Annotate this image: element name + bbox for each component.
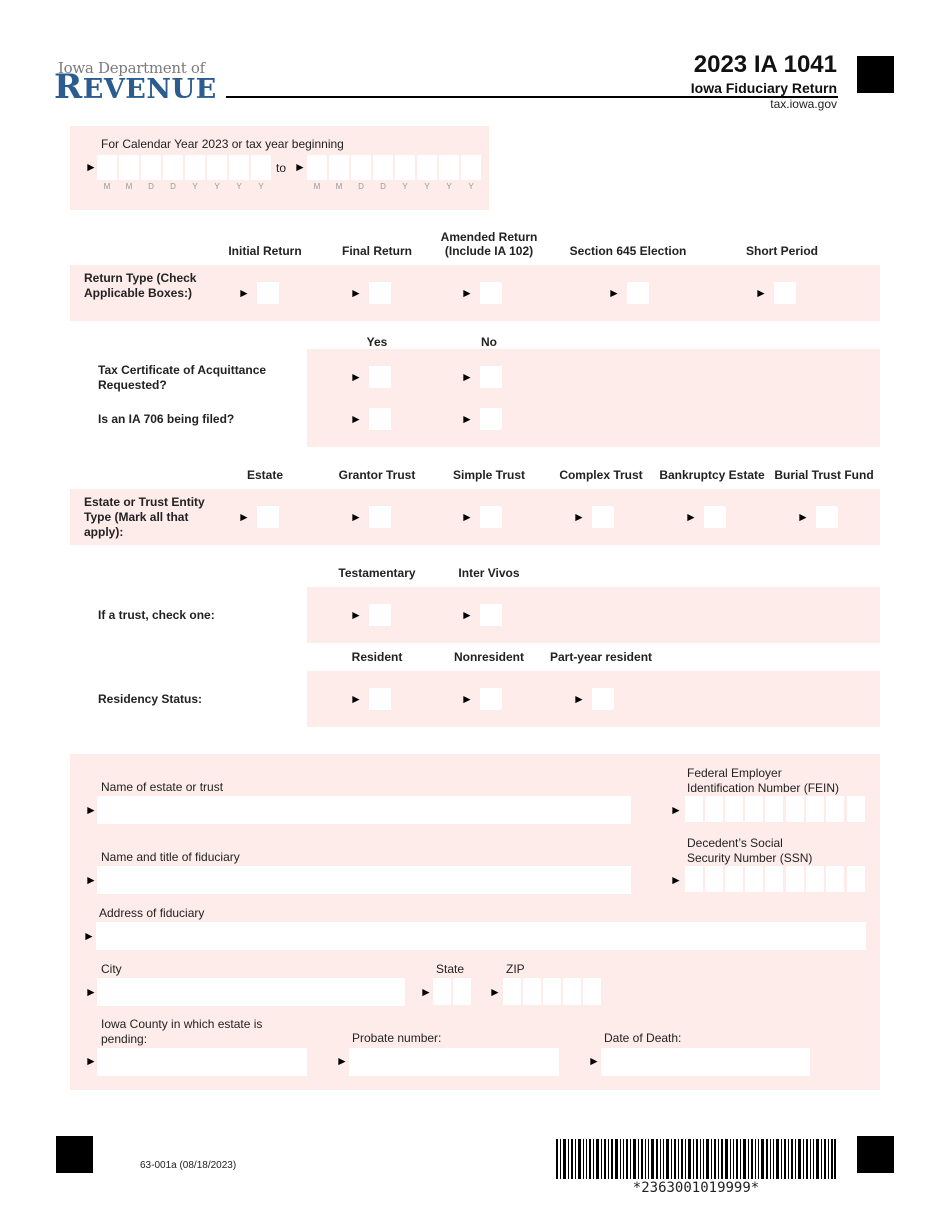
- testamentary-checkbox[interactable]: [369, 604, 391, 626]
- residency-header: Resident: [351, 650, 403, 664]
- no-header: No: [481, 335, 497, 349]
- date-placeholder: M: [103, 182, 111, 191]
- ssn-digit-box[interactable]: [786, 866, 804, 892]
- date-digit-box[interactable]: [97, 155, 117, 180]
- complex-trust-checkbox[interactable]: [592, 506, 614, 528]
- entity-type-header: Burial Trust Fund: [774, 468, 874, 482]
- entity-type-header: Estate: [246, 468, 284, 482]
- fein-digit-box[interactable]: [705, 796, 723, 822]
- arrow-icon: ►: [420, 985, 432, 999]
- arrow-icon: ►: [336, 1054, 348, 1068]
- return-type-header: Short Period: [745, 244, 818, 258]
- trust-type-header: Testamentary: [338, 566, 416, 580]
- arrow-icon: ►: [685, 510, 697, 524]
- burial-trust-fund-checkbox[interactable]: [816, 506, 838, 528]
- date-placeholder: Y: [192, 182, 198, 191]
- city-input[interactable]: [97, 978, 405, 1006]
- estate-name-input[interactable]: [97, 796, 631, 824]
- arrow-icon: ►: [461, 370, 473, 384]
- ia706-question: Is an IA 706 being filed?: [98, 412, 235, 426]
- entity-type-header: Bankruptcy Estate: [659, 468, 765, 482]
- final-return-checkbox[interactable]: [369, 282, 391, 304]
- acquittance-question: Tax Certificate of Acquittance Requested?: [98, 363, 267, 392]
- date-digit-box[interactable]: [373, 155, 393, 180]
- return-type-header: Initial Return: [228, 244, 302, 258]
- death-date-label: Date of Death:: [604, 1031, 682, 1045]
- arrow-icon: ►: [350, 692, 362, 706]
- fein-digit-box[interactable]: [826, 796, 844, 822]
- entity-type-label: Estate or Trust Entity Type (Mark all that apply):: [84, 495, 205, 539]
- registration-mark-bottom-left: [56, 1136, 93, 1173]
- date-digit-box[interactable]: [439, 155, 459, 180]
- arrow-icon: ►: [85, 873, 97, 887]
- yes-header: Yes: [366, 335, 388, 349]
- ssn-digit-box[interactable]: [685, 866, 703, 892]
- date-placeholder: D: [170, 182, 176, 191]
- date-placeholder: Y: [236, 182, 242, 191]
- inter-vivos-checkbox[interactable]: [480, 604, 502, 626]
- ssn-digit-box[interactable]: [725, 866, 743, 892]
- zip-digit-box[interactable]: [503, 978, 521, 1005]
- fein-digit-box[interactable]: [806, 796, 824, 822]
- date-placeholder: M: [313, 182, 321, 191]
- fein-digit-box[interactable]: [765, 796, 783, 822]
- county-input[interactable]: [97, 1048, 307, 1076]
- estate-checkbox[interactable]: [257, 506, 279, 528]
- fein-digit-box[interactable]: [786, 796, 804, 822]
- fein-digit-box[interactable]: [685, 796, 703, 822]
- arrow-icon: ►: [461, 286, 473, 300]
- date-placeholder: Y: [402, 182, 408, 191]
- fiduciary-name-input[interactable]: [97, 866, 631, 894]
- trust-type-panel: [307, 587, 880, 643]
- date-placeholder: Y: [468, 182, 474, 191]
- initial-return-checkbox[interactable]: [257, 282, 279, 304]
- arrow-icon: ►: [588, 1054, 600, 1068]
- date-placeholder: D: [148, 182, 154, 191]
- form-subtitle: Iowa Fiduciary Return: [690, 80, 837, 96]
- probate-label: Probate number:: [352, 1031, 442, 1045]
- arrow-icon: ►: [608, 286, 620, 300]
- ssn-digit-box[interactable]: [826, 866, 844, 892]
- arrow-icon: ►: [85, 1054, 97, 1068]
- state-char-box[interactable]: [433, 978, 451, 1005]
- date-placeholder: Y: [424, 182, 430, 191]
- date-digit-box[interactable]: [141, 155, 161, 180]
- arrow-icon: ►: [350, 510, 362, 524]
- arrow-icon: ►: [350, 370, 362, 384]
- fein-digit-box[interactable]: [745, 796, 763, 822]
- state-label: State: [436, 962, 465, 976]
- date-placeholder: Y: [258, 182, 264, 191]
- entity-type-header: Grantor Trust: [338, 468, 416, 482]
- date-digit-box[interactable]: [461, 155, 481, 180]
- arrow-icon: ►: [573, 692, 585, 706]
- date-digit-box[interactable]: [329, 155, 349, 180]
- date-placeholder: M: [125, 182, 133, 191]
- arrow-icon: ►: [85, 985, 97, 999]
- tax-year-label: For Calendar Year 2023 or tax year beginning: [101, 137, 344, 151]
- logo-main-text: REVENUE: [54, 67, 217, 107]
- form-number: 63-001a (08/18/2023): [140, 1160, 237, 1171]
- arrow-icon: ►: [489, 985, 501, 999]
- zip-digit-box[interactable]: [563, 978, 581, 1005]
- ssn-digit-box[interactable]: [765, 866, 783, 892]
- arrow-icon: ►: [670, 803, 682, 817]
- arrow-icon: ►: [238, 510, 250, 524]
- return-type-header: Final Return: [341, 244, 412, 258]
- fiduciary-name-label: Name and title of fiduciary: [101, 850, 240, 864]
- ia706-yes-checkbox[interactable]: [369, 408, 391, 430]
- arrow-icon: ►: [573, 510, 585, 524]
- arrow-icon: ►: [294, 160, 306, 174]
- arrow-icon: ►: [350, 608, 362, 622]
- date-digit-box[interactable]: [207, 155, 227, 180]
- fein-digit-box[interactable]: [725, 796, 743, 822]
- entity-type-header: Simple Trust: [452, 468, 526, 482]
- header-rule: [226, 96, 838, 98]
- resident-checkbox[interactable]: [369, 688, 391, 710]
- arrow-icon: ►: [83, 929, 95, 943]
- arrow-icon: ►: [350, 286, 362, 300]
- amended-return-checkbox[interactable]: [480, 282, 502, 304]
- date-placeholder: Y: [214, 182, 220, 191]
- address-label: Address of fiduciary: [99, 906, 205, 920]
- date-digit-box[interactable]: [229, 155, 249, 180]
- part-year-resident-checkbox[interactable]: [592, 688, 614, 710]
- to-label: to: [276, 161, 287, 175]
- ssn-digit-box[interactable]: [847, 866, 865, 892]
- acquittance-no-checkbox[interactable]: [480, 366, 502, 388]
- city-label: City: [101, 962, 122, 976]
- arrow-icon: ►: [461, 510, 473, 524]
- registration-mark-bottom-right: [857, 1136, 894, 1173]
- address-input[interactable]: [96, 922, 866, 950]
- arrow-icon: ►: [670, 873, 682, 887]
- ssn-label: Decedent’s Social Security Number (SSN): [687, 836, 813, 865]
- acquittance-yes-checkbox[interactable]: [369, 366, 391, 388]
- nonresident-checkbox[interactable]: [480, 688, 502, 710]
- county-label: Iowa County in which estate is pending:: [101, 1017, 263, 1046]
- date-placeholder: Y: [446, 182, 452, 191]
- ssn-digit-box[interactable]: [806, 866, 824, 892]
- questions-panel: [307, 349, 880, 447]
- residency-header: Part-year resident: [549, 650, 653, 664]
- date-digit-box[interactable]: [251, 155, 271, 180]
- section-645-checkbox[interactable]: [627, 282, 649, 304]
- entity-type-header: Complex Trust: [559, 468, 643, 482]
- return-type-label: Return Type (Check Applicable Boxes:): [84, 271, 197, 300]
- arrow-icon: ►: [461, 412, 473, 426]
- date-placeholder: M: [335, 182, 343, 191]
- state-char-box[interactable]: [453, 978, 471, 1005]
- ssn-digit-box[interactable]: [745, 866, 763, 892]
- registration-mark-top-right: [857, 56, 894, 93]
- ia706-no-checkbox[interactable]: [480, 408, 502, 430]
- death-date-input[interactable]: [601, 1048, 810, 1076]
- estate-name-label: Name of estate or trust: [101, 780, 224, 794]
- date-digit-box[interactable]: [395, 155, 415, 180]
- fein-label: Federal Employer Identification Number (FEIN): [687, 766, 840, 795]
- date-digit-box[interactable]: [417, 155, 437, 180]
- arrow-icon: ►: [755, 286, 767, 300]
- arrow-icon: ►: [85, 803, 97, 817]
- simple-trust-checkbox[interactable]: [480, 506, 502, 528]
- ssn-digit-box[interactable]: [705, 866, 723, 892]
- trust-type-header: Inter Vivos: [458, 566, 520, 580]
- residency-header: Nonresident: [453, 650, 524, 664]
- trust-type-label: If a trust, check one:: [98, 608, 215, 622]
- arrow-icon: ►: [797, 510, 809, 524]
- return-type-header: Section 645 Election: [569, 244, 687, 258]
- residency-label: Residency Status:: [98, 692, 203, 706]
- barcode: [556, 1139, 836, 1179]
- date-digit-box[interactable]: [119, 155, 139, 180]
- date-digit-box[interactable]: [185, 155, 205, 180]
- arrow-icon: ►: [461, 608, 473, 622]
- bankruptcy-estate-checkbox[interactable]: [704, 506, 726, 528]
- zip-digit-box[interactable]: [523, 978, 541, 1005]
- zip-digit-box[interactable]: [583, 978, 601, 1005]
- website: tax.iowa.gov: [770, 97, 837, 111]
- arrow-icon: ►: [350, 412, 362, 426]
- date-placeholder: D: [380, 182, 386, 191]
- date-digit-box[interactable]: [351, 155, 371, 180]
- probate-input[interactable]: [349, 1048, 559, 1076]
- date-placeholder: D: [358, 182, 364, 191]
- fein-digit-box[interactable]: [847, 796, 865, 822]
- barcode-number: *2363001019999*: [632, 1180, 760, 1196]
- arrow-icon: ►: [85, 160, 97, 174]
- arrow-icon: ►: [238, 286, 250, 300]
- zip-label: ZIP: [506, 962, 525, 976]
- return-type-header: Amended Return (Include IA 102): [440, 230, 538, 258]
- date-digit-box[interactable]: [163, 155, 183, 180]
- short-period-checkbox[interactable]: [774, 282, 796, 304]
- date-digit-box[interactable]: [307, 155, 327, 180]
- arrow-icon: ►: [461, 692, 473, 706]
- logo-top-text: Iowa Department of: [58, 59, 205, 77]
- grantor-trust-checkbox[interactable]: [369, 506, 391, 528]
- form-title: 2023 IA 1041: [693, 51, 837, 78]
- zip-digit-box[interactable]: [543, 978, 561, 1005]
